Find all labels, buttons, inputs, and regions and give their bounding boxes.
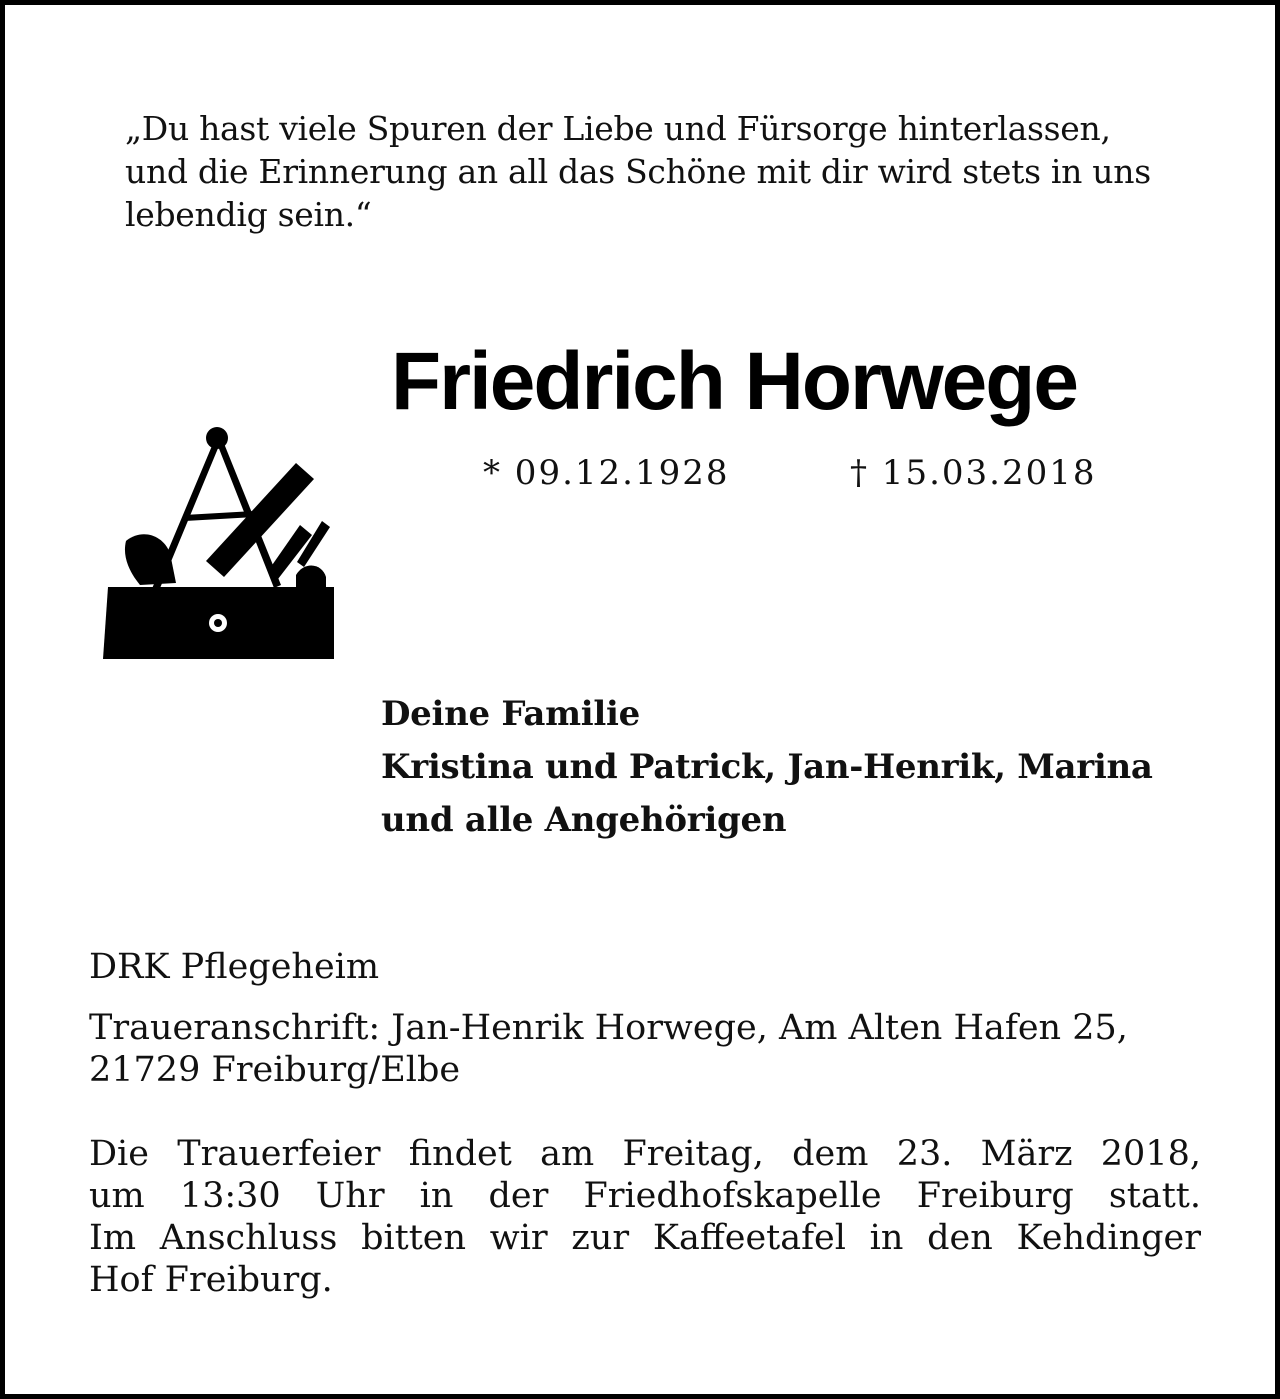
compass-head bbox=[206, 427, 228, 449]
plane-handle bbox=[125, 534, 176, 585]
family-line: Kristina und Patrick, Jan-Henrik, Marina bbox=[381, 747, 1153, 787]
address-line: 21729 Freiburg/Elbe bbox=[89, 1050, 461, 1090]
quote-line: lebendig sein.“ bbox=[125, 195, 372, 234]
family-line: Deine Familie bbox=[381, 694, 640, 734]
place-of-death: DRK Pflegeheim bbox=[89, 947, 380, 987]
funeral-service-info bbox=[89, 1133, 1201, 1301]
service-line: Hof Freiburg. bbox=[89, 1260, 333, 1300]
ruler bbox=[206, 463, 314, 577]
quote-line: und die Erinnerung an all das Schöne mit dir wird stets in uns bbox=[125, 152, 1151, 191]
deceased-name: Friedrich Horwege bbox=[391, 336, 1077, 427]
quote-line: „Du hast viele Spuren der Liebe und Fürsorge hinterlassen, bbox=[125, 109, 1111, 148]
memorial-quote bbox=[125, 107, 1225, 236]
death-date: † 15.03.2018 bbox=[850, 453, 1097, 493]
carpenter-tools-icon bbox=[100, 425, 336, 661]
plane-screw-center bbox=[214, 619, 222, 627]
address-line: Traueranschrift: Jan-Henrik Horwege, Am Alten Hafen 25, bbox=[89, 1008, 1128, 1048]
family-signature bbox=[381, 688, 1231, 847]
family-line: und alle Angehörigen bbox=[381, 800, 787, 840]
service-line: Im Anschluss bitten wir zur Kaffeetafel in den Kehdinger bbox=[89, 1218, 1201, 1258]
mourning-address bbox=[89, 1007, 1209, 1091]
birth-date: * 09.12.1928 bbox=[483, 453, 730, 493]
service-line: um 13:30 Uhr in der Friedhofskapelle Freiburg statt. bbox=[89, 1176, 1201, 1216]
service-line: Die Trauerfeier findet am Freitag, dem 23. März 2018, bbox=[89, 1134, 1201, 1174]
plane-knob bbox=[296, 565, 326, 587]
